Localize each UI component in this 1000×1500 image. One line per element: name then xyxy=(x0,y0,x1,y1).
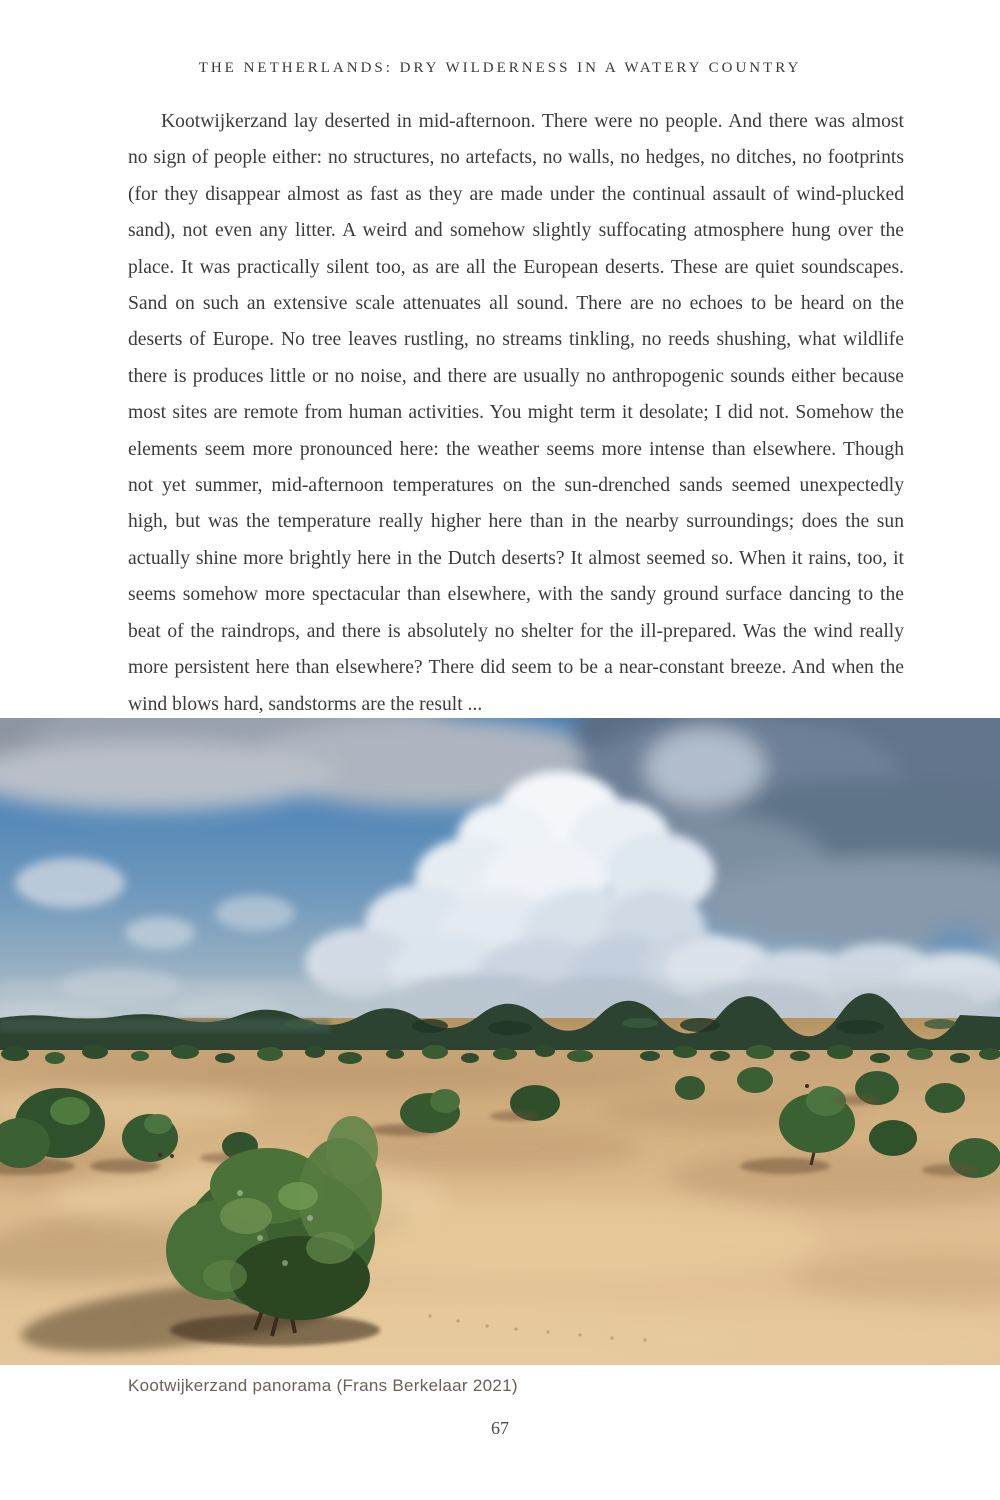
photo-figure xyxy=(0,718,1000,1365)
photo-kootwijkerzand-panorama xyxy=(0,718,1000,1365)
photo-caption: Kootwijkerzand panorama (Frans Berkelaar 2021) xyxy=(128,1376,518,1395)
treeline-distant-tint xyxy=(0,1019,330,1032)
body-paragraph: Kootwijkerzand lay deserted in mid-afternoon. There were no people. And there was almost no sign of people either: no structures, no artefacts, no walls, no hedges, no ditches, no footprints (for they disappear almost as fast as they are made under the continual assault of wind-plucked sand), not even any litter. A weird and somehow slightly suffocating atmosphere hung over the place. It was practically silent too, as are all the European deserts. These are quiet soundscapes. Sand on such an extensive scale attenuates all sound. There are no echoes to be heard on the deserts of Europe. No tree leaves rustling, no streams tinkling, no reeds shushing, what wildlife there is produces little or no noise, and there are usually no anthropogenic sounds either because most sites are remote from human activities. You might term it desolate; I did not. Somehow the elements seem more pronounced here: the weather seems more intense than elsewhere. Though not yet summer, mid-afternoon temperatures on the sun-drenched sands seemed unexpectedly high, but was the temperature really higher here than in the nearby surroundings; does the sun actually shine more brightly here in the Dutch deserts? It almost seemed so. When it rains, too, it seems somehow more spectacular than elsewhere, with the sandy ground surface dancing to the beat of the raindrops, and there is absolutely no shelter for the ill-prepared. Was the wind really more persistent here than elsewhere? There did seem to be a near-constant breeze. And when the wind blows hard, sandstorms are the result ... xyxy=(128,111,904,715)
running-head: THE NETHERLANDS: DRY WILDERNESS IN A WATERY COUNTRY xyxy=(198,60,802,76)
page-number: 67 xyxy=(491,1418,509,1438)
